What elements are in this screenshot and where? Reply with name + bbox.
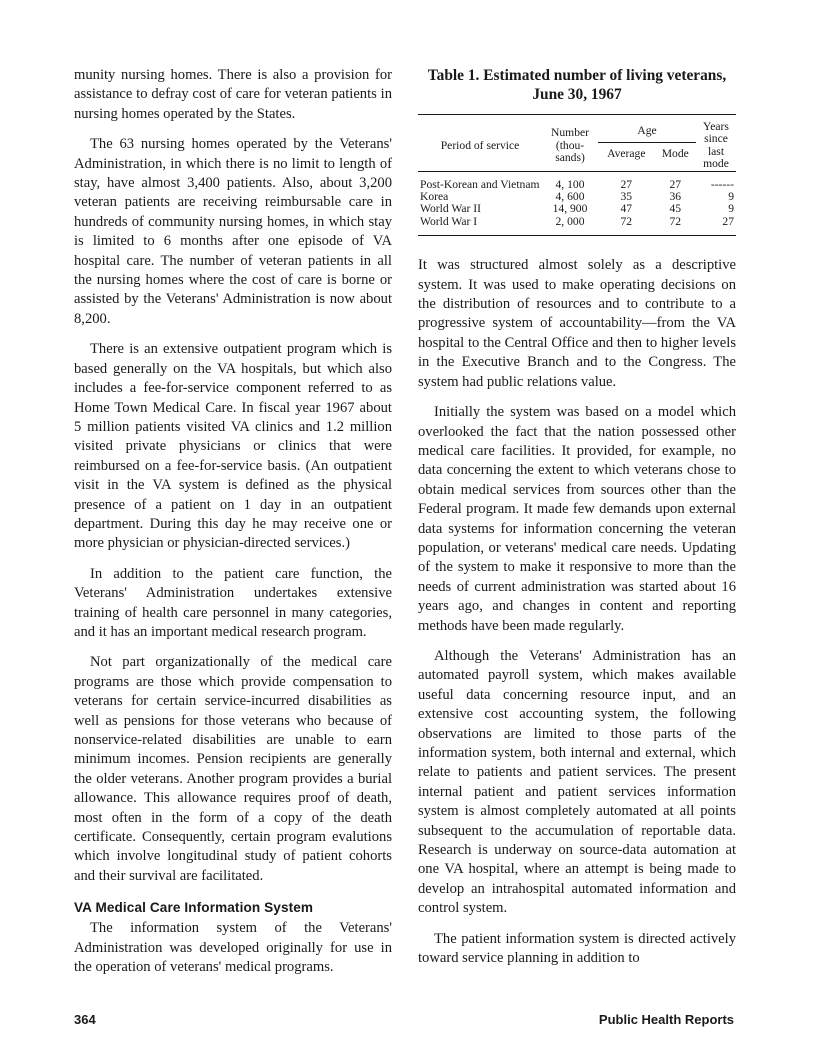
- table-row: [418, 216, 736, 236]
- cell-average: 72: [598, 216, 655, 236]
- right-column: [418, 66, 736, 979]
- body-paragraph: There is an extensive outpatient program which is based generally on the VA hospitals, but which also includes a fee-for-service component referred to as Home Town Medical Care. In fiscal year 1967 about 5 million patients visited VA clinics and 1.2 million visited private physicians or clinics that were reimbursed on a fee-for-service basis. (An outpatient visit in the VA system is defined as the physical presence of a patient on 1 day in an outpatient department. During this day he may receive one or more physician or physician-directed services.): [74, 341, 392, 552]
- cell-period: World War I: [418, 216, 542, 236]
- cell-number: 2, 000: [542, 216, 598, 236]
- cell-average: 27: [620, 177, 633, 191]
- cell-years: 9: [728, 190, 734, 204]
- body-paragraph: The patient information system is directed actively toward service planning in addition to: [418, 930, 736, 967]
- table-row: [418, 171, 736, 191]
- body-paragraph: It was structured almost solely as a descriptive system. It was used to make operating decisions on the distribution of resources and to contribute to a progressive system of accountability—from the VA hospital to the Central Office and then to higher levels in the Executive Branch and to the Congress. The system had public relations value.: [418, 257, 736, 390]
- cell-number: 14, 900: [552, 202, 588, 216]
- cell-mode: 27: [669, 177, 682, 191]
- body-paragraph: In addition to the patient care function, the Veterans' Administration undertakes extensive training of health care personnel in many categories, and it has an important medical research program.: [74, 565, 392, 640]
- cell-period: Korea: [420, 190, 449, 204]
- section-heading: VA Medical Care Information System: [74, 900, 314, 916]
- body-paragraph: Initially the system was based on a model which overlooked the fact that the nation possessed other medical care facilities. It provided, for example, no data concerning the extent to which veterans chose to obtain medical services from sources other than the Federal program. It made few demands upon external data systems for information concerning the veteran population, or veterans' medical care needs. Updating of the system to make it responsive to more than the needs of current administration was started about 16 years ago, and changes in content and reporting methods have been made regularly.: [418, 404, 736, 634]
- cell-period: Post-Korean and Vietnam: [420, 177, 540, 191]
- body-paragraph: The 63 nursing homes operated by the Veterans' Administration, in which there is no limit to length of stay, have almost 3,400 patients. Also, about 3,200 veteran patients are receiving reimbursable care in hundreds of community nursing homes, in which stay is limited to 6 months after one episode of VA hospital care. The number of veteran patients in all the nursing homes where the cost of care is borne or assisted by the Veterans' Administration is now about 8,200.: [74, 136, 392, 327]
- journal-name: Public Health Reports: [598, 1012, 734, 1027]
- cell-number: 4, 600: [555, 190, 585, 204]
- cell-mode: 36: [669, 190, 682, 204]
- body-paragraph: The information system of the Veterans' Administration was developed originally for use in the operation of veterans' medical programs.: [74, 920, 392, 976]
- veterans-table: [418, 114, 736, 236]
- cell-period: World War II: [420, 202, 482, 216]
- body-paragraph: Not part organizationally of the medical care programs are those which provide compensation to veterans for certain service-incurred disabilities as well as pensions for those veterans who because of nonservice-related disabilities are unable to earn minimum incomes. Pension recipients are generally the older veterans. Another program provides a burial allowance. This allowance requires proof of death, most often in the form of a copy of the death certificate. Consequently, certain program evalutions which involve longitudinal study of patient cohorts and their survival are facilitated.: [74, 654, 392, 884]
- cell-years: ------: [710, 177, 734, 191]
- cell-number: 4, 100: [555, 177, 585, 191]
- header-age: Age: [598, 115, 696, 143]
- left-column: [74, 66, 392, 988]
- header-number: Number (thou- sands): [551, 126, 589, 165]
- cell-years: 9: [728, 202, 734, 216]
- cell-years: 27: [696, 216, 736, 236]
- cell-mode: 72: [655, 216, 696, 236]
- header-years-since: Years since last mode: [703, 120, 729, 171]
- table-row: [418, 203, 736, 215]
- body-paragraph: Although the Veterans' Administration has an automated payroll system, which makes available useful data concerning resource input, and an extensive cost accounting system, the following observations are limited to those parts of the information system, both internal and external, which relate to patients and patient services. The present internal patient and patient services information system is almost completely automated at all points subsequent to the accumulation of reportable data. Research is underway on source-data automation at one VA hospital, where an attempt is being made to develop an intrahospital automated information and control system.: [418, 647, 736, 917]
- body-paragraph: munity nursing homes. There is also a provision for assistance to defray cost of care for veteran patients in nursing homes operated by the States.: [74, 67, 392, 122]
- cell-average: 47: [620, 202, 633, 216]
- cell-average: 35: [620, 190, 633, 204]
- page-number: 364: [74, 1012, 96, 1027]
- header-period: Period of service: [440, 138, 520, 152]
- header-average: Average: [607, 146, 646, 160]
- table-caption: Table 1. Estimated number of living veterans, June 30, 1967: [427, 67, 727, 103]
- header-mode: Mode: [661, 146, 689, 160]
- cell-mode: 45: [669, 202, 682, 216]
